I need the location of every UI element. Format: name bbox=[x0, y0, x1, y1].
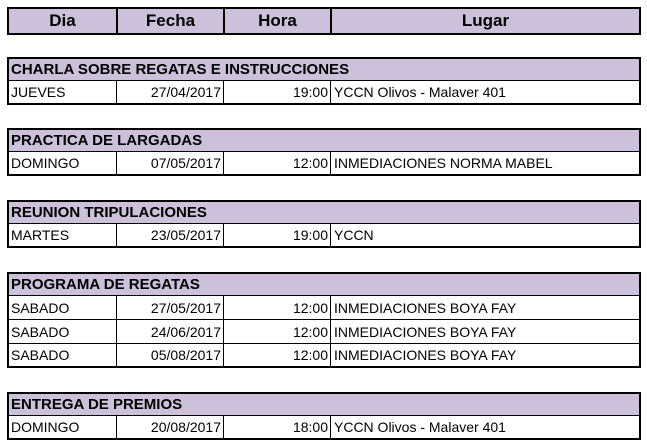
table-row bbox=[7, 152, 641, 176]
cell-fecha: 07/05/2017 bbox=[116, 152, 223, 174]
table-row bbox=[7, 296, 641, 320]
cell-fecha: 23/05/2017 bbox=[116, 224, 223, 246]
header-dia: Dia bbox=[49, 11, 76, 30]
cell-dia: DOMINGO bbox=[11, 155, 80, 171]
cell-dia: MARTES bbox=[11, 227, 70, 243]
cell-lugar: YCCN bbox=[330, 224, 639, 246]
section-title: ENTREGA DE PREMIOS bbox=[7, 392, 641, 416]
header-lugar: Lugar bbox=[330, 9, 639, 33]
cell-fecha: 05/08/2017 bbox=[116, 344, 223, 366]
cell-dia: SABADO bbox=[11, 347, 70, 363]
section-title: REUNION TRIPULACIONES bbox=[7, 200, 641, 224]
cell-dia: SABADO bbox=[11, 323, 70, 340]
table-row bbox=[7, 320, 641, 344]
cell-lugar: INMEDIACIONES BOYA FAY bbox=[330, 296, 639, 319]
header-row bbox=[7, 7, 641, 35]
cell-fecha: 24/06/2017 bbox=[116, 320, 223, 343]
cell-hora: 12:00 bbox=[223, 320, 330, 343]
cell-fecha: 20/08/2017 bbox=[116, 416, 223, 438]
section-title: CHARLA SOBRE REGATAS E INSTRUCCIONES bbox=[7, 57, 641, 81]
table-row bbox=[7, 224, 641, 248]
cell-hora: 12:00 bbox=[223, 152, 330, 174]
cell-hora: 12:00 bbox=[223, 344, 330, 366]
cell-hora: 19:00 bbox=[223, 81, 330, 103]
section-title: PROGRAMA DE REGATAS bbox=[7, 272, 641, 296]
header-hora: Hora bbox=[223, 9, 330, 33]
cell-lugar: YCCN Olivos - Malaver 401 bbox=[330, 81, 639, 103]
table-row bbox=[7, 416, 641, 440]
cell-hora: 19:00 bbox=[223, 224, 330, 246]
section-title: PRACTICA DE LARGADAS bbox=[7, 128, 641, 152]
cell-lugar: YCCN Olivos - Malaver 401 bbox=[330, 416, 639, 438]
cell-lugar: INMEDIACIONES BOYA FAY bbox=[330, 344, 639, 366]
cell-dia: JUEVES bbox=[11, 84, 66, 100]
cell-hora: 12:00 bbox=[223, 296, 330, 319]
table-row bbox=[7, 344, 641, 368]
header-fecha: Fecha bbox=[116, 9, 223, 33]
table-row bbox=[7, 81, 641, 105]
cell-hora: 18:00 bbox=[223, 416, 330, 438]
cell-lugar: INMEDIACIONES BOYA FAY bbox=[330, 320, 639, 343]
cell-lugar: INMEDIACIONES NORMA MABEL bbox=[330, 152, 639, 174]
cell-fecha: 27/04/2017 bbox=[116, 81, 223, 103]
cell-dia: DOMINGO bbox=[11, 419, 80, 435]
cell-fecha: 27/05/2017 bbox=[116, 296, 223, 319]
cell-dia: SABADO bbox=[11, 299, 70, 316]
